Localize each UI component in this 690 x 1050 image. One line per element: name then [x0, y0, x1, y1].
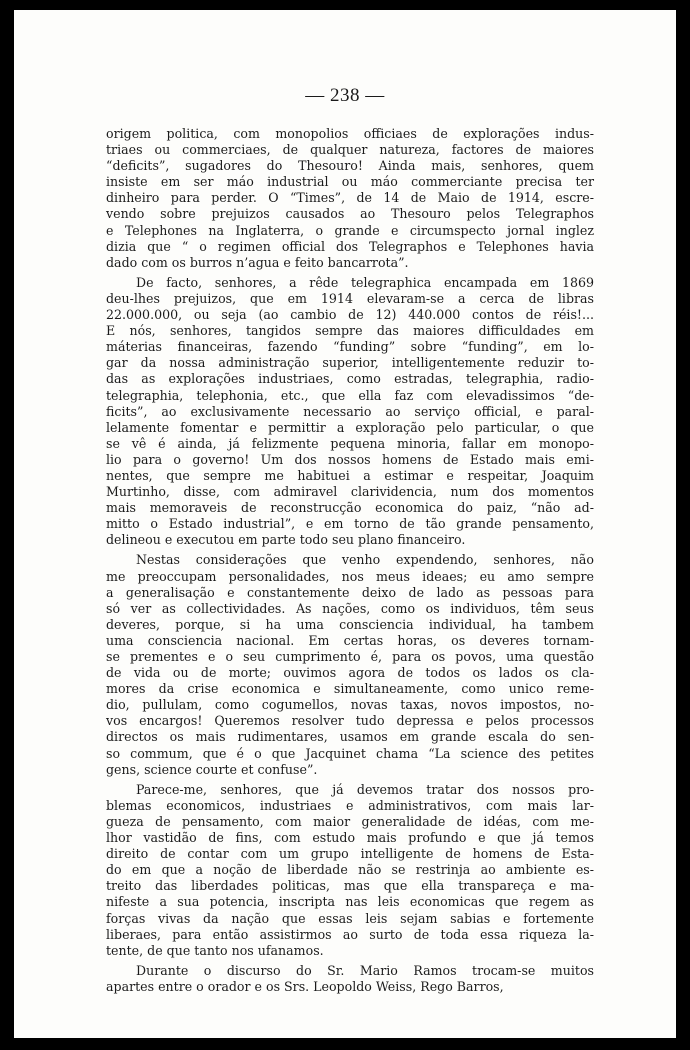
text-line: 22.000.000, ou seja (ao cambio de 12) 440.000 contos de réis!...	[106, 307, 594, 323]
text-line: treito das liberdades politicas, mas que ella transpareça e ma-	[106, 878, 594, 894]
text-line: Parece-me, senhores, que já devemos tratar dos nossos pro-	[136, 781, 594, 797]
text-line: a generalisação e constantemente deixo de lado as pessoas para	[106, 584, 594, 600]
text-line: so commum, que é o que Jacquinet chama “La science des petites	[106, 745, 594, 761]
text-line: nentes, que sempre me habituei a estimar e respeitar, Joaquim	[106, 467, 594, 483]
text-line: Murtinho, disse, com admiravel clarividencia, num dos momentos	[106, 484, 594, 500]
text-line: lio para o governo! Um dos nossos homens de Estado mais emi-	[106, 451, 594, 467]
text-line: mores da crise economica e simultaneamente, como unico reme-	[106, 681, 594, 697]
text-line: dio, pullulam, como cogumellos, novas taxas, novos impostos, no-	[106, 697, 594, 713]
text-line: dinheiro para perder. O “Times”, de 14 de Maio de 1914, escre-	[106, 190, 594, 206]
text-line: E nós, senhores, tangidos sempre das maiores difficuldades em	[106, 323, 594, 339]
text-line: do em que a noção de liberdade não se restrinja ao ambiente es-	[106, 862, 594, 878]
text-line: direito de contar com um grupo intelligente de homens de Esta-	[106, 846, 594, 862]
text-line: nifeste a sua potencia, inscripta nas leis economicas que regem as	[106, 894, 594, 910]
text-line: dizia que “ o regimen official dos Telegraphos e Telephones havia	[106, 238, 594, 254]
paragraph	[106, 782, 594, 959]
text-line: “deficits”, sugadores do Thesouro! Ainda mais, senhores, quem	[106, 158, 594, 174]
text-line: insiste em ser máo industrial ou máo commerciante precisa ter	[106, 174, 594, 190]
body-text	[106, 126, 594, 995]
text-line: blemas economicos, industriaes e administrativos, com mais lar-	[106, 797, 594, 813]
text-line: delineou e executou em parte todo seu plano financeiro.	[106, 532, 466, 548]
paragraph	[106, 963, 594, 995]
text-line: me preoccupam personalidades, nos meus ideaes; eu amo sempre	[106, 568, 594, 584]
text-line: origem politica, com monopolios officiaes de explorações indus-	[106, 126, 594, 141]
page-number: — 238 —	[305, 85, 385, 106]
text-line: lhor vastidão de fins, com estudo mais profundo e que já temos	[106, 830, 594, 846]
text-line: se vê é ainda, já felizmente pequena minoria, fallar em monopo-	[106, 435, 594, 451]
text-line: e Telephones na Inglaterra, o grande e circumspecto jornal inglez	[106, 222, 594, 238]
text-line: dado com os burros n’agua e feito bancarrota”.	[106, 254, 409, 270]
text-line: gueza de pensamento, com maior generalidade de idéas, com me-	[106, 813, 594, 829]
text-line: liberaes, para então assistirmos ao surto de toda essa riqueza la-	[106, 926, 594, 942]
text-line: se prementes e o seu cumprimento é, para os povos, uma questão	[106, 649, 594, 664]
paragraph	[106, 275, 594, 549]
text-line: gens, science courte et confuse”.	[106, 761, 318, 777]
text-line: de vida ou de morte; ouvimos agora de todos os lados os cla-	[106, 665, 594, 681]
text-line: só ver as collectividades. As nações, como os individuos, têm seus	[106, 600, 594, 616]
text-line: mais memoraveis de reconstrucção economica do paiz, “não ad-	[106, 500, 594, 516]
text-line: telegraphia, telephonia, etc., que ella faz com elevadissimos “de-	[106, 387, 594, 403]
text-line: tente, de que tanto nos ufanamos.	[106, 942, 324, 958]
text-line: ficits”, ao exclusivamente necessario ao serviço official, e paral-	[106, 403, 594, 419]
text-line: triaes ou commerciaes, de qualquer natureza, factores de maiores	[106, 142, 594, 158]
text-line: mitto o Estado industrial”, e em torno de tão grande pensamento,	[106, 516, 594, 532]
text-line: vendo sobre prejuizos causados ao Thesouro pelos Telegraphos	[106, 206, 594, 222]
text-line: vos encargos! Queremos resolver tudo depressa e pelos processos	[106, 713, 594, 729]
text-line: Durante o discurso do Sr. Mario Ramos trocam-se muitos	[136, 962, 594, 978]
paragraph	[106, 126, 594, 271]
text-line: uma consciencia nacional. Em certas horas, os deveres tornam-	[106, 632, 594, 648]
text-line: deveres, porque, si ha uma consciencia individual, ha tambem	[106, 616, 594, 632]
document-page	[14, 10, 676, 1038]
text-line: directos os mais rudimentares, usamos em grande escala do sen-	[106, 729, 594, 745]
text-line: Nestas considerações que venho expendendo, senhores, não	[136, 552, 594, 568]
text-line: lelamente fomentar e permittir a exploração pelo particular, o que	[106, 419, 594, 435]
text-line: De facto, senhores, a rêde telegraphica encampada em 1869	[136, 274, 594, 290]
paragraph	[106, 552, 594, 777]
text-line: máterias financeiras, fazendo “funding” sobre “funding”, em lo-	[106, 339, 594, 355]
text-line: apartes entre o orador e os Srs. Leopoldo Weiss, Rego Barros,	[106, 978, 504, 994]
text-line: gar da nossa administração superior, intelligentemente reduzir to-	[106, 355, 594, 371]
text-line: forças vivas da nação que essas leis sejam sabias e fortemente	[106, 910, 594, 926]
text-line: das as explorações industriaes, como estradas, telegraphia, radio-	[106, 371, 594, 387]
text-line: deu-lhes prejuizos, que em 1914 elevaram-se a cerca de libras	[106, 290, 594, 306]
